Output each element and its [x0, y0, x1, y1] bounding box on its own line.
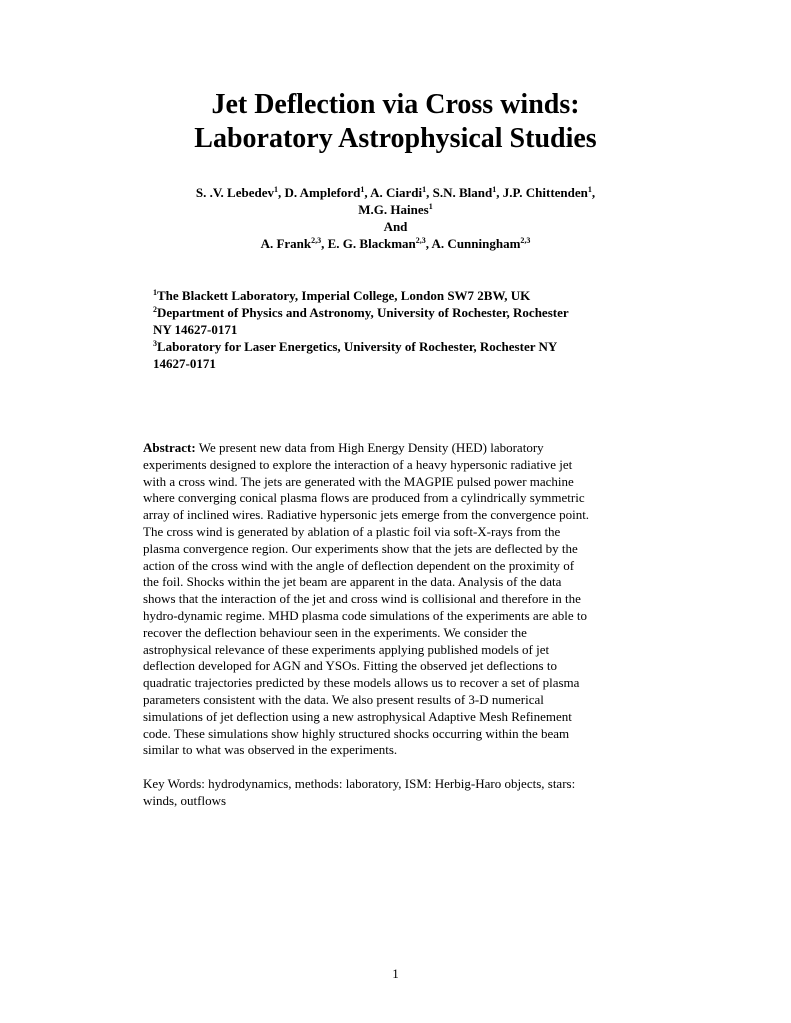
- affiliation-text: The Blackett Laboratory, Imperial College, London SW7 2BW, UK: [157, 288, 531, 303]
- author-line-3: [0, 235, 791, 252]
- author-affiliation-mark: 1: [428, 202, 433, 211]
- affiliation-line: [153, 355, 633, 372]
- abstract-line-text: We present new data from High Energy Density (HED) laboratory: [195, 440, 544, 455]
- author-name: A. Frank: [260, 236, 312, 251]
- author-separator: ,: [364, 185, 371, 200]
- author-list: [0, 184, 791, 252]
- abstract-line: The cross wind is generated by ablation of a plastic foil via soft-X-rays from the: [143, 523, 561, 539]
- page-number: 1: [392, 966, 399, 981]
- author-affiliation-mark: 1: [422, 185, 427, 194]
- abstract-line: simulations of jet deflection using a new astrophysical Adaptive Mesh Refinement: [143, 708, 572, 724]
- author-separator: ,: [278, 185, 285, 200]
- author-affiliation-mark: 2,3: [311, 236, 322, 245]
- keywords-line: winds, outflows: [143, 793, 227, 808]
- abstract-line: quadratic trajectories predicted by these models allows us to recover a set of plasma: [143, 675, 580, 691]
- affiliation-text: 14627-0171: [153, 356, 216, 371]
- abstract-line: shows that the interaction of the jet and cross wind is collisional and therefore in the: [143, 591, 581, 607]
- author-line-1: [0, 184, 791, 201]
- affiliation: [153, 304, 633, 338]
- author-name: J.P. Chittenden: [502, 185, 588, 200]
- title-line-2: Laboratory Astrophysical Studies: [194, 123, 597, 154]
- abstract-line: experiments designed to explore the interaction of a heavy hypersonic radiative jet: [143, 456, 573, 472]
- affiliation-text: Laboratory for Laser Energetics, University of Rochester, Rochester NY: [157, 339, 558, 354]
- affiliation-line: [153, 287, 633, 304]
- affiliation-mark: 1: [153, 288, 157, 297]
- paper-title: [0, 88, 791, 156]
- author-name: A. Cunningham: [431, 236, 521, 251]
- abstract-line: deflection developed for AGN and YSOs. Fitting the observed jet deflections to: [143, 658, 557, 674]
- author-separator: ,: [321, 236, 328, 251]
- affiliation-text: NY 14627-0171: [153, 322, 238, 337]
- abstract-body: [143, 457, 653, 759]
- abstract-line: action of the cross wind with the angle of deflection dependent on the proximity of: [143, 557, 575, 573]
- abstract-line: array of inclined wires. Radiative hypersonic jets emerge from the convergence point.: [143, 507, 590, 523]
- author-name: E. G. Blackman: [327, 236, 416, 251]
- author-affiliation-mark: 1: [587, 185, 592, 194]
- affiliation-mark: 2: [153, 305, 157, 314]
- abstract-label: Abstract:: [143, 440, 196, 455]
- keywords-line: Key Words: hydrodynamics, methods: laboratory, ISM: Herbig-Haro objects, stars:: [143, 776, 576, 791]
- author-separator: ,: [591, 185, 596, 200]
- author-name: M.G. Haines: [358, 202, 429, 217]
- author-separator: ,: [425, 236, 432, 251]
- author-name: A. Ciardi: [370, 185, 423, 200]
- author-line-2: [0, 201, 791, 218]
- author-separator: ,: [496, 185, 503, 200]
- author-name: D. Ampleford: [284, 185, 361, 200]
- affiliation-line: [153, 321, 633, 338]
- author-affiliation-mark: 1: [492, 185, 497, 194]
- author-affiliation-mark: 1: [274, 185, 278, 194]
- author-conjunction: And: [383, 219, 408, 234]
- author-affiliation-mark: 1: [360, 185, 365, 194]
- abstract: [143, 440, 653, 759]
- author-separator: ,: [426, 185, 433, 200]
- author-name: S. .V. Lebedev: [195, 185, 274, 200]
- abstract-line: similar to what was observed in the experiments.: [143, 742, 398, 758]
- affiliation-line: [153, 338, 633, 355]
- abstract-line: plasma convergence region. Our experiments show that the jets are deflected by the: [143, 540, 578, 556]
- affiliation-mark: 3: [153, 339, 157, 348]
- author-name: S.N. Bland: [432, 185, 493, 200]
- abstract-line: where converging conical plasma flows are produced from a cylindrically symmetric: [143, 490, 585, 506]
- abstract-line: parameters consistent with the data. We also present results of 3-D numerical: [143, 691, 544, 707]
- affiliation-line: [153, 304, 633, 321]
- abstract-line: recover the deflection behaviour seen in the experiments. We consider the: [143, 624, 527, 640]
- title-line-1: Jet Deflection via Cross winds:: [211, 89, 580, 120]
- affiliation-list: [153, 287, 633, 372]
- abstract-line: astrophysical relevance of these experiments applying published models of jet: [143, 641, 550, 657]
- affiliation: [153, 287, 633, 304]
- abstract-line-first: [143, 440, 653, 457]
- author-affiliation-mark: 2,3: [415, 236, 426, 245]
- abstract-line: the foil. Shocks within the jet beam are apparent in the data. Analysis of the data: [143, 574, 562, 590]
- affiliation-text: Department of Physics and Astronomy, University of Rochester, Rochester: [157, 305, 569, 320]
- keywords: [143, 775, 653, 809]
- abstract-line: with a cross wind. The jets are generated with the MAGPIE pulsed power machine: [143, 473, 574, 489]
- abstract-line: code. These simulations show highly structured shocks occurring within the beam: [143, 725, 570, 741]
- author-affiliation-mark: 2,3: [520, 236, 531, 245]
- abstract-line: hydro-dynamic regime. MHD plasma code simulations of the experiments are able to: [143, 607, 588, 623]
- affiliation: [153, 338, 633, 372]
